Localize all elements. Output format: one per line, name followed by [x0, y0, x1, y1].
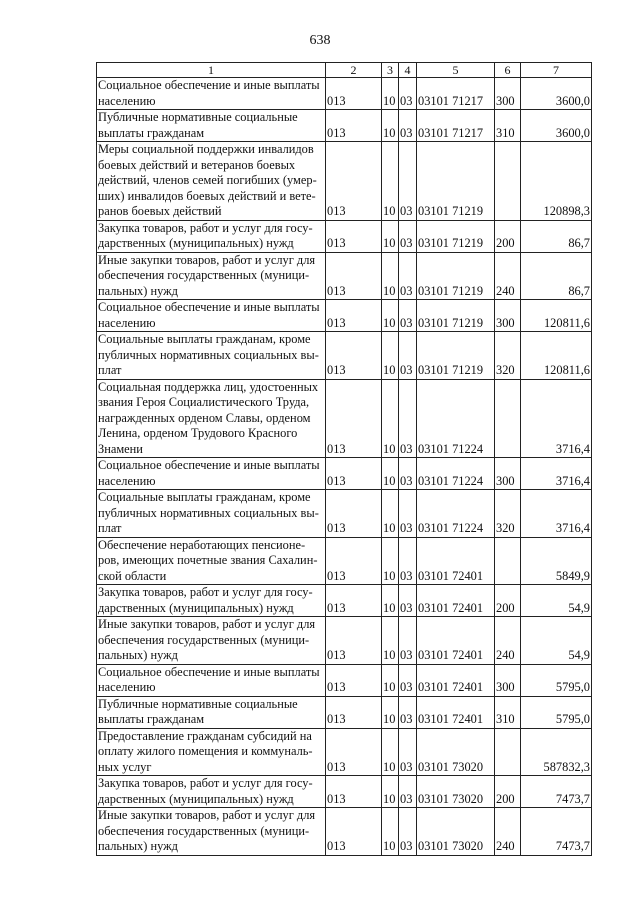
row-name-cell: Предоставление гражданам субсидий на оплату жилого помещения и коммуналь- ных услуг: [97, 728, 326, 776]
expense-type-cell: 310: [495, 696, 521, 728]
subsection-code-cell: 03: [399, 458, 417, 490]
target-article-cell: 03101 71224: [417, 458, 495, 490]
amount-cell: 3600,0: [521, 110, 592, 142]
amount-cell: 3716,4: [521, 379, 592, 458]
ministry-code-cell: 013: [326, 776, 382, 808]
target-article-cell: 03101 72401: [417, 664, 495, 696]
subsection-code-cell: 03: [399, 585, 417, 617]
target-article-cell: 03101 71224: [417, 490, 495, 538]
ministry-code-cell: 013: [326, 808, 382, 856]
section-code-cell: 10: [382, 458, 399, 490]
section-code-cell: 10: [382, 776, 399, 808]
section-code-cell: 10: [382, 585, 399, 617]
section-code-cell: 10: [382, 78, 399, 110]
table-row: [97, 776, 592, 808]
expense-type-cell: 320: [495, 332, 521, 380]
row-name-cell: Социальная поддержка лиц, удостоенных звания Героя Социалистического Труда, награжденных орденом Славы, орденом Ленина, орденом Трудового Красного Знамени: [97, 379, 326, 458]
ministry-code-cell: 013: [326, 696, 382, 728]
amount-cell: 587832,3: [521, 728, 592, 776]
row-name-cell: Закупка товаров, работ и услуг для госу- дарственных (муниципальных) нужд: [97, 220, 326, 252]
ministry-code-cell: 013: [326, 110, 382, 142]
subsection-code-cell: 03: [399, 78, 417, 110]
section-code-cell: 10: [382, 220, 399, 252]
row-name-cell: Иные закупки товаров, работ и услуг для обеспечения государственных (муници- пальных) нужд: [97, 808, 326, 856]
row-name-cell: Социальное обеспечение и иные выплаты населению: [97, 664, 326, 696]
expense-type-cell: 300: [495, 458, 521, 490]
section-code-cell: 10: [382, 537, 399, 585]
amount-cell: 120811,6: [521, 332, 592, 380]
expense-type-cell: 200: [495, 776, 521, 808]
column-header: 4: [399, 63, 417, 78]
amount-cell: 120811,6: [521, 300, 592, 332]
target-article-cell: 03101 72401: [417, 696, 495, 728]
table-row: [97, 458, 592, 490]
amount-cell: 120898,3: [521, 142, 592, 221]
subsection-code-cell: 03: [399, 537, 417, 585]
row-name-cell: Социальные выплаты гражданам, кроме публичных нормативных социальных вы- плат: [97, 332, 326, 380]
target-article-cell: 03101 73020: [417, 776, 495, 808]
subsection-code-cell: 03: [399, 300, 417, 332]
subsection-code-cell: 03: [399, 142, 417, 221]
table-row: [97, 537, 592, 585]
subsection-code-cell: 03: [399, 220, 417, 252]
ministry-code-cell: 013: [326, 664, 382, 696]
subsection-code-cell: 03: [399, 617, 417, 665]
table-row: [97, 585, 592, 617]
amount-cell: 86,7: [521, 252, 592, 300]
table-row: [97, 78, 592, 110]
row-name-cell: Обеспечение неработающих пенсионе- ров, имеющих почетные звания Сахалин- ской области: [97, 537, 326, 585]
subsection-code-cell: 03: [399, 696, 417, 728]
expense-type-cell: 300: [495, 300, 521, 332]
target-article-cell: 03101 73020: [417, 808, 495, 856]
row-name-cell: Меры социальной поддержки инвалидов боевых действий и ветеранов боевых действий, членов семей погибших (умер- ших) инвалидов боевых действий и вете- ранов боевых действий: [97, 142, 326, 221]
column-header: 7: [521, 63, 592, 78]
amount-cell: 3600,0: [521, 78, 592, 110]
target-article-cell: 03101 71219: [417, 300, 495, 332]
section-code-cell: 10: [382, 252, 399, 300]
row-name-cell: Иные закупки товаров, работ и услуг для обеспечения государственных (муници- пальных) нужд: [97, 617, 326, 665]
subsection-code-cell: 03: [399, 664, 417, 696]
table-row: [97, 142, 592, 221]
target-article-cell: 03101 72401: [417, 585, 495, 617]
table-row: [97, 696, 592, 728]
target-article-cell: 03101 73020: [417, 728, 495, 776]
table-row: [97, 110, 592, 142]
ministry-code-cell: 013: [326, 458, 382, 490]
subsection-code-cell: 03: [399, 490, 417, 538]
page-number: 638: [309, 33, 331, 48]
row-name-cell: Социальное обеспечение и иные выплаты населению: [97, 78, 326, 110]
amount-cell: 5849,9: [521, 537, 592, 585]
section-code-cell: 10: [382, 332, 399, 380]
table-row: [97, 379, 592, 458]
row-name-cell: Публичные нормативные социальные выплаты гражданам: [97, 696, 326, 728]
section-code-cell: 10: [382, 617, 399, 665]
ministry-code-cell: 013: [326, 617, 382, 665]
subsection-code-cell: 03: [399, 776, 417, 808]
ministry-code-cell: 013: [326, 78, 382, 110]
amount-cell: 54,9: [521, 617, 592, 665]
target-article-cell: 03101 71217: [417, 110, 495, 142]
expense-type-cell: 200: [495, 220, 521, 252]
amount-cell: 7473,7: [521, 808, 592, 856]
target-article-cell: 03101 71219: [417, 142, 495, 221]
section-code-cell: 10: [382, 490, 399, 538]
table-row: [97, 490, 592, 538]
column-header: 5: [417, 63, 495, 78]
table-header-row: [97, 63, 592, 78]
expense-type-cell: 240: [495, 252, 521, 300]
target-article-cell: 03101 71224: [417, 379, 495, 458]
expense-type-cell: 300: [495, 664, 521, 696]
expense-type-cell: [495, 728, 521, 776]
row-name-cell: Закупка товаров, работ и услуг для госу- дарственных (муниципальных) нужд: [97, 585, 326, 617]
amount-cell: 5795,0: [521, 696, 592, 728]
table-row: [97, 332, 592, 380]
amount-cell: 86,7: [521, 220, 592, 252]
row-name-cell: Социальное обеспечение и иные выплаты населению: [97, 300, 326, 332]
table-row: [97, 664, 592, 696]
ministry-code-cell: 013: [326, 490, 382, 538]
expense-type-cell: [495, 142, 521, 221]
section-code-cell: 10: [382, 808, 399, 856]
amount-cell: 7473,7: [521, 776, 592, 808]
table-row: [97, 808, 592, 856]
expense-type-cell: [495, 537, 521, 585]
budget-table: [96, 62, 592, 856]
row-name-cell: Закупка товаров, работ и услуг для госу- дарственных (муниципальных) нужд: [97, 776, 326, 808]
ministry-code-cell: 013: [326, 537, 382, 585]
subsection-code-cell: 03: [399, 379, 417, 458]
target-article-cell: 03101 71217: [417, 78, 495, 110]
subsection-code-cell: 03: [399, 110, 417, 142]
expense-type-cell: 310: [495, 110, 521, 142]
target-article-cell: 03101 71219: [417, 252, 495, 300]
table-row: [97, 220, 592, 252]
target-article-cell: 03101 71219: [417, 220, 495, 252]
amount-cell: 3716,4: [521, 490, 592, 538]
expense-type-cell: [495, 379, 521, 458]
column-header: 6: [495, 63, 521, 78]
amount-cell: 54,9: [521, 585, 592, 617]
ministry-code-cell: 013: [326, 252, 382, 300]
subsection-code-cell: 03: [399, 728, 417, 776]
ministry-code-cell: 013: [326, 379, 382, 458]
column-header: 3: [382, 63, 399, 78]
ministry-code-cell: 013: [326, 585, 382, 617]
section-code-cell: 10: [382, 696, 399, 728]
column-header: 2: [326, 63, 382, 78]
section-code-cell: 10: [382, 379, 399, 458]
ministry-code-cell: 013: [326, 332, 382, 380]
subsection-code-cell: 03: [399, 252, 417, 300]
table-row: [97, 252, 592, 300]
section-code-cell: 10: [382, 728, 399, 776]
column-header: 1: [97, 63, 326, 78]
expense-type-cell: 300: [495, 78, 521, 110]
ministry-code-cell: 013: [326, 142, 382, 221]
amount-cell: 3716,4: [521, 458, 592, 490]
subsection-code-cell: 03: [399, 332, 417, 380]
row-name-cell: Публичные нормативные социальные выплаты гражданам: [97, 110, 326, 142]
section-code-cell: 10: [382, 664, 399, 696]
ministry-code-cell: 013: [326, 728, 382, 776]
expense-type-cell: 200: [495, 585, 521, 617]
subsection-code-cell: 03: [399, 808, 417, 856]
target-article-cell: 03101 71219: [417, 332, 495, 380]
row-name-cell: Иные закупки товаров, работ и услуг для обеспечения государственных (муници- пальных) нужд: [97, 252, 326, 300]
table-row: [97, 617, 592, 665]
target-article-cell: 03101 72401: [417, 617, 495, 665]
section-code-cell: 10: [382, 110, 399, 142]
table-row: [97, 300, 592, 332]
amount-cell: 5795,0: [521, 664, 592, 696]
expense-type-cell: 240: [495, 617, 521, 665]
target-article-cell: 03101 72401: [417, 537, 495, 585]
expense-type-cell: 320: [495, 490, 521, 538]
table-row: [97, 728, 592, 776]
ministry-code-cell: 013: [326, 220, 382, 252]
row-name-cell: Социальное обеспечение и иные выплаты населению: [97, 458, 326, 490]
row-name-cell: Социальные выплаты гражданам, кроме публичных нормативных социальных вы- плат: [97, 490, 326, 538]
ministry-code-cell: 013: [326, 300, 382, 332]
table-body: [97, 63, 592, 856]
expense-type-cell: 240: [495, 808, 521, 856]
section-code-cell: 10: [382, 300, 399, 332]
section-code-cell: 10: [382, 142, 399, 221]
